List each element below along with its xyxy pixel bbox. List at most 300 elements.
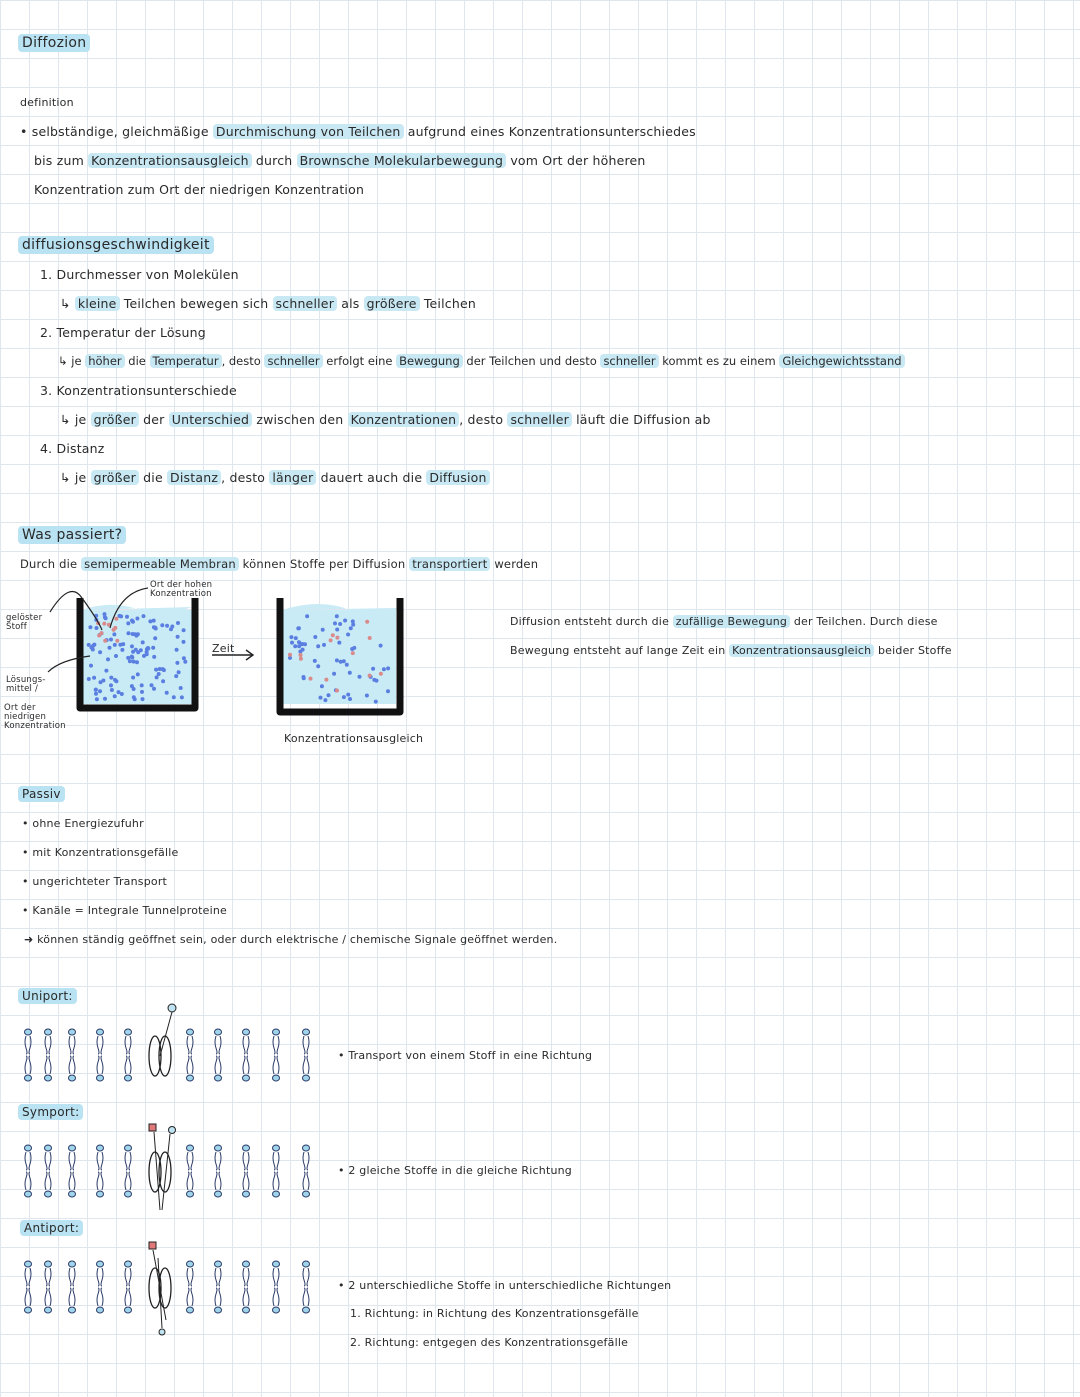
phospholipid [25, 1029, 32, 1054]
text: der Teilchen und desto [466, 354, 597, 368]
lipid-tail [101, 1152, 103, 1170]
text: durch [255, 153, 293, 168]
phospholipid [303, 1145, 310, 1170]
lipid-tail [69, 1288, 71, 1306]
lipid-tail [307, 1152, 309, 1170]
lipid-tail [273, 1288, 275, 1306]
lipid-tail [273, 1172, 275, 1190]
symport-desc: • 2 gleiche Stoffe in die gleiche Richtung [338, 1164, 572, 1177]
lipid-tail [49, 1268, 51, 1286]
lipid-tail [73, 1172, 75, 1190]
lipid-head [215, 1307, 222, 1313]
highlight: schneller [273, 296, 338, 311]
phospholipid [45, 1056, 52, 1081]
factor-3: 3. Konzentrationsunterschiede [40, 383, 237, 398]
lipid-tail [49, 1056, 51, 1074]
phospholipid [303, 1172, 310, 1197]
lipid-tail [303, 1172, 305, 1190]
highlight: größer [91, 470, 139, 485]
text: ↳ je [58, 354, 82, 368]
lipid-tail [25, 1268, 27, 1286]
phospholipid [187, 1145, 194, 1170]
lipid-tail [277, 1268, 279, 1286]
text: vom Ort der höheren [510, 153, 646, 168]
lipid-head [187, 1191, 194, 1197]
text: aufgrund eines Konzentrationsunterschiedes [407, 124, 696, 139]
lipid-tail [277, 1288, 279, 1306]
lipid-tail [101, 1288, 103, 1306]
text: , desto [459, 412, 504, 427]
lipid-tail [97, 1152, 99, 1170]
lipid-tail [125, 1152, 127, 1170]
lipid-tail [187, 1172, 189, 1190]
lipid-tail [29, 1056, 31, 1074]
lipid-head [273, 1029, 280, 1035]
highlight: Brownsche Molekularbewegung [297, 153, 507, 168]
lipid-head [97, 1029, 104, 1035]
lipid-tail [303, 1056, 305, 1074]
lipid-tail [125, 1288, 127, 1306]
phospholipid [125, 1145, 132, 1170]
lipid-head [25, 1075, 32, 1081]
phospholipid [125, 1029, 132, 1054]
phospholipid [45, 1172, 52, 1197]
text: bis zum [34, 153, 84, 168]
lipid-tail [307, 1056, 309, 1074]
definition-line-3: Konzentration zum Ort der niedrigen Konzentration [34, 182, 365, 197]
highlight: semipermeable Membran [81, 557, 239, 571]
highlight: Unterschied [169, 412, 252, 427]
lipid-tail [29, 1172, 31, 1190]
lipid-tail [243, 1152, 245, 1170]
substance [169, 1127, 176, 1134]
lipid-head [25, 1145, 32, 1151]
phospholipid [25, 1145, 32, 1170]
phospholipid [125, 1261, 132, 1286]
text: Diffusion entsteht durch die [510, 615, 670, 628]
passiv-heading: Passiv [18, 786, 65, 802]
lipid-tail [243, 1172, 245, 1190]
label-ort-hohen: Ort der hohen Konzentration [150, 580, 213, 599]
lipid-head [243, 1191, 250, 1197]
text: Teilchen bewegen sich [123, 296, 269, 311]
highlight: Konzentrationsausgleich [729, 644, 874, 657]
lipid-tail [307, 1268, 309, 1286]
lipid-tail [215, 1152, 217, 1170]
highlight: länger [269, 470, 316, 485]
phospholipid [215, 1145, 222, 1170]
lipid-tail [219, 1172, 221, 1190]
lipid-head [215, 1261, 222, 1267]
lipid-head [25, 1307, 32, 1313]
phospholipid [97, 1029, 104, 1054]
lipid-tail [45, 1056, 47, 1074]
substance [149, 1242, 156, 1249]
lipid-head [187, 1075, 194, 1081]
highlight: Bewegung [396, 354, 463, 368]
lipid-head [125, 1145, 132, 1151]
lipid-tail [101, 1036, 103, 1054]
lipid-tail [243, 1056, 245, 1074]
lipid-tail [129, 1056, 131, 1074]
speed-heading: diffusionsgeschwindigkeit [18, 236, 214, 254]
phospholipid [243, 1261, 250, 1286]
phospholipid [69, 1029, 76, 1054]
lipid-head [303, 1029, 310, 1035]
lipid-tail [187, 1036, 189, 1054]
lipid-head [273, 1191, 280, 1197]
phospholipid [303, 1029, 310, 1054]
lipid-head [97, 1145, 104, 1151]
lipid-tail [125, 1036, 127, 1054]
highlight: Temperatur [150, 354, 222, 368]
lipid-tail [49, 1036, 51, 1054]
lipid-tail [25, 1172, 27, 1190]
phospholipid [97, 1288, 104, 1313]
lipid-tail [303, 1152, 305, 1170]
lipid-tail [273, 1056, 275, 1074]
lipid-tail [273, 1268, 275, 1286]
phospholipid [273, 1172, 280, 1197]
lipid-tail [125, 1172, 127, 1190]
text: erfolgt eine [326, 354, 393, 368]
phospholipid [97, 1145, 104, 1170]
lipid-tail [191, 1152, 193, 1170]
highlight: größere [364, 296, 420, 311]
phospholipid [243, 1145, 250, 1170]
lipid-head [215, 1029, 222, 1035]
lipid-tail [29, 1152, 31, 1170]
lipid-head [125, 1261, 132, 1267]
phospholipid [97, 1056, 104, 1081]
factor-2: 2. Temperatur der Lösung [40, 325, 206, 340]
lipid-tail [247, 1268, 249, 1286]
text: der [143, 412, 165, 427]
phospholipid [215, 1056, 222, 1081]
lipid-tail [219, 1056, 221, 1074]
lipid-tail [97, 1056, 99, 1074]
lipid-tail [215, 1036, 217, 1054]
phospholipid [273, 1029, 280, 1054]
lipid-tail [45, 1288, 47, 1306]
lipid-tail [97, 1036, 99, 1054]
lipid-head [69, 1029, 76, 1035]
lipid-head [25, 1029, 32, 1035]
phospholipid [125, 1056, 132, 1081]
lipid-tail [215, 1056, 217, 1074]
highlight: kleine [75, 296, 120, 311]
lipid-head [45, 1029, 52, 1035]
lipid-tail [191, 1288, 193, 1306]
lipid-tail [307, 1036, 309, 1054]
lipid-head [273, 1261, 280, 1267]
lipid-tail [247, 1056, 249, 1074]
lipid-tail [125, 1268, 127, 1286]
lipid-tail [45, 1036, 47, 1054]
what-heading: Was passiert? [18, 526, 126, 544]
lipid-tail [45, 1268, 47, 1286]
lipid-tail [247, 1288, 249, 1306]
lipid-head [69, 1145, 76, 1151]
highlight: Distanz [167, 470, 221, 485]
text: beider Stoffe [877, 644, 952, 657]
text: • selbständige, gleichmäßige [20, 124, 209, 139]
antiport-desc: • 2 unterschiedliche Stoffe in unterschiedliche Richtungen [338, 1279, 672, 1292]
lipid-tail [73, 1036, 75, 1054]
lipid-head [303, 1145, 310, 1151]
lipid-tail [277, 1152, 279, 1170]
phospholipid [69, 1261, 76, 1286]
passiv-arrow-line: ➜ können ständig geöffnet sein, oder durch elektrische / chemische Signale geöffnet werden. [24, 933, 558, 946]
lipid-tail [307, 1172, 309, 1190]
lipid-head [187, 1307, 194, 1313]
lipid-head [45, 1145, 52, 1151]
lipid-head [69, 1307, 76, 1313]
lipid-tail [69, 1172, 71, 1190]
lipid-head [97, 1307, 104, 1313]
lipid-tail [219, 1288, 221, 1306]
phospholipid [69, 1056, 76, 1081]
phospholipid [187, 1261, 194, 1286]
lipid-head [243, 1075, 250, 1081]
factor-1: 1. Durchmesser von Molekülen [40, 267, 239, 282]
lipid-head [273, 1075, 280, 1081]
lipid-tail [49, 1152, 51, 1170]
substance [149, 1124, 156, 1131]
phospholipid [45, 1261, 52, 1286]
lipid-head [303, 1261, 310, 1267]
lipid-tail [191, 1268, 193, 1286]
lipid-tail [25, 1036, 27, 1054]
lipid-head [45, 1261, 52, 1267]
lipid-tail [277, 1036, 279, 1054]
antiport-heading: Antiport: [20, 1220, 83, 1236]
lipid-tail [187, 1152, 189, 1170]
highlight: Durchmischung von Teilchen [213, 124, 404, 139]
uniport-heading: Uniport: [18, 988, 77, 1004]
text: Bewegung entsteht auf lange Zeit ein [510, 644, 726, 657]
lipid-tail [69, 1056, 71, 1074]
lipid-head [187, 1029, 194, 1035]
text: können Stoffe per Diffusion [242, 557, 406, 571]
phospholipid [97, 1261, 104, 1286]
lipid-tail [243, 1288, 245, 1306]
lipid-head [125, 1307, 132, 1313]
lipid-tail [29, 1268, 31, 1286]
phospholipid [243, 1029, 250, 1054]
lipid-tail [45, 1152, 47, 1170]
lipid-head [303, 1191, 310, 1197]
phospholipid [69, 1172, 76, 1197]
text: die [143, 470, 163, 485]
lipid-head [243, 1307, 250, 1313]
lipid-tail [29, 1036, 31, 1054]
text: ↳ je [60, 412, 87, 427]
highlight: Konzentrationsausgleich [88, 153, 252, 168]
lipid-tail [215, 1268, 217, 1286]
phospholipid [187, 1056, 194, 1081]
lipid-tail [273, 1036, 275, 1054]
lipid-tail [219, 1152, 221, 1170]
phospholipid [273, 1288, 280, 1313]
phospholipid [25, 1056, 32, 1081]
phospholipid [25, 1172, 32, 1197]
passiv-item: • ohne Energiezufuhr [22, 817, 144, 830]
label-loesungsmittel: Lösungs-mittel / [6, 675, 46, 694]
lipid-head [243, 1029, 250, 1035]
highlight: schneller [600, 354, 658, 368]
lipid-tail [101, 1056, 103, 1074]
highlight: größer [91, 412, 139, 427]
lipid-tail [303, 1288, 305, 1306]
phospholipid [125, 1288, 132, 1313]
lipid-tail [187, 1056, 189, 1074]
phospholipid [25, 1288, 32, 1313]
phospholipid [25, 1261, 32, 1286]
lipid-head [25, 1261, 32, 1267]
lipid-tail [129, 1172, 131, 1190]
lipid-tail [29, 1288, 31, 1306]
lipid-head [45, 1075, 52, 1081]
lipid-tail [277, 1056, 279, 1074]
highlight: Gleichgewichtsstand [779, 354, 904, 368]
lipid-tail [73, 1152, 75, 1170]
phospholipid [273, 1145, 280, 1170]
lipid-head [187, 1261, 194, 1267]
lipid-head [125, 1075, 132, 1081]
text: ↳ [60, 296, 71, 311]
lipid-tail [129, 1268, 131, 1286]
lipid-tail [125, 1056, 127, 1074]
lipid-tail [25, 1288, 27, 1306]
highlight: Konzentrationen [348, 412, 460, 427]
label-geloester: gelöster Stoff [6, 613, 43, 632]
transport-arrow [162, 1134, 170, 1210]
symport-heading: Symport: [18, 1104, 83, 1120]
lipid-tail [69, 1268, 71, 1286]
phospholipid [215, 1172, 222, 1197]
lipid-tail [73, 1288, 75, 1306]
lipid-tail [25, 1056, 27, 1074]
passiv-item: • mit Konzentrationsgefälle [22, 846, 179, 859]
lipid-head [25, 1191, 32, 1197]
label-ausgleich: Konzentrationsausgleich [284, 732, 424, 745]
lipid-tail [49, 1288, 51, 1306]
lipid-tail [69, 1036, 71, 1054]
phospholipid [215, 1029, 222, 1054]
phospholipid [45, 1288, 52, 1313]
lipid-tail [101, 1268, 103, 1286]
lipid-tail [303, 1268, 305, 1286]
phospholipid [69, 1288, 76, 1313]
phospholipid [303, 1056, 310, 1081]
text: läuft die Diffusion ab [576, 412, 711, 427]
lipid-tail [191, 1056, 193, 1074]
lipid-tail [247, 1172, 249, 1190]
lipid-head [97, 1191, 104, 1197]
text: werden [494, 557, 539, 571]
lipid-head [97, 1075, 104, 1081]
text: zwischen den [256, 412, 344, 427]
antiport-dir-2: 2. Richtung: entgegen des Konzentrationsgefälle [350, 1336, 629, 1349]
phospholipid [303, 1288, 310, 1313]
lipid-head [243, 1261, 250, 1267]
lipid-tail [219, 1268, 221, 1286]
highlight: transportiert [409, 557, 490, 571]
lipid-tail [247, 1036, 249, 1054]
phospholipid [215, 1261, 222, 1286]
text: die [128, 354, 146, 368]
text: , desto [221, 354, 261, 368]
lipid-head [273, 1145, 280, 1151]
lipid-tail [215, 1288, 217, 1306]
lipid-tail [219, 1036, 221, 1054]
lipid-tail [73, 1056, 75, 1074]
phospholipid [97, 1172, 104, 1197]
text: kommt es zu einem [662, 354, 776, 368]
substance [168, 1004, 176, 1012]
phospholipid [273, 1261, 280, 1286]
lipid-head [69, 1261, 76, 1267]
lipid-tail [247, 1152, 249, 1170]
lipid-tail [69, 1152, 71, 1170]
lipid-tail [303, 1036, 305, 1054]
lipid-tail [243, 1036, 245, 1054]
phospholipid [187, 1288, 194, 1313]
text: als [341, 296, 360, 311]
lipid-tail [101, 1172, 103, 1190]
phospholipid [243, 1172, 250, 1197]
phospholipid [45, 1145, 52, 1170]
text: Teilchen [423, 296, 476, 311]
lipid-tail [129, 1152, 131, 1170]
lipid-tail [191, 1172, 193, 1190]
passiv-item: • Kanäle = Integrale Tunnelproteine [22, 904, 228, 917]
definition-label: definition [20, 96, 74, 109]
page-title: Diffozion [18, 34, 90, 52]
lipid-head [125, 1191, 132, 1197]
lipid-tail [307, 1288, 309, 1306]
substance [159, 1329, 165, 1335]
highlight: höher [85, 354, 124, 368]
lipid-head [45, 1307, 52, 1313]
text: ↳ je [60, 470, 87, 485]
lipid-tail [273, 1152, 275, 1170]
phospholipid [243, 1288, 250, 1313]
highlight: schneller [507, 412, 572, 427]
factor-4: 4. Distanz [40, 441, 105, 456]
highlight: schneller [264, 354, 322, 368]
lipid-head [273, 1307, 280, 1313]
lipid-tail [215, 1172, 217, 1190]
lipid-tail [129, 1036, 131, 1054]
lipid-head [243, 1145, 250, 1151]
lipid-tail [45, 1172, 47, 1190]
lipid-head [125, 1029, 132, 1035]
lipid-tail [187, 1288, 189, 1306]
label-zeit: Zeit [212, 642, 235, 655]
lipid-tail [277, 1172, 279, 1190]
lipid-head [97, 1261, 104, 1267]
lipid-head [215, 1075, 222, 1081]
lipid-head [187, 1145, 194, 1151]
phospholipid [45, 1029, 52, 1054]
lipid-head [45, 1191, 52, 1197]
phospholipid [187, 1029, 194, 1054]
text: , desto [221, 470, 266, 485]
lipid-tail [191, 1036, 193, 1054]
text: dauert auch die [320, 470, 423, 485]
